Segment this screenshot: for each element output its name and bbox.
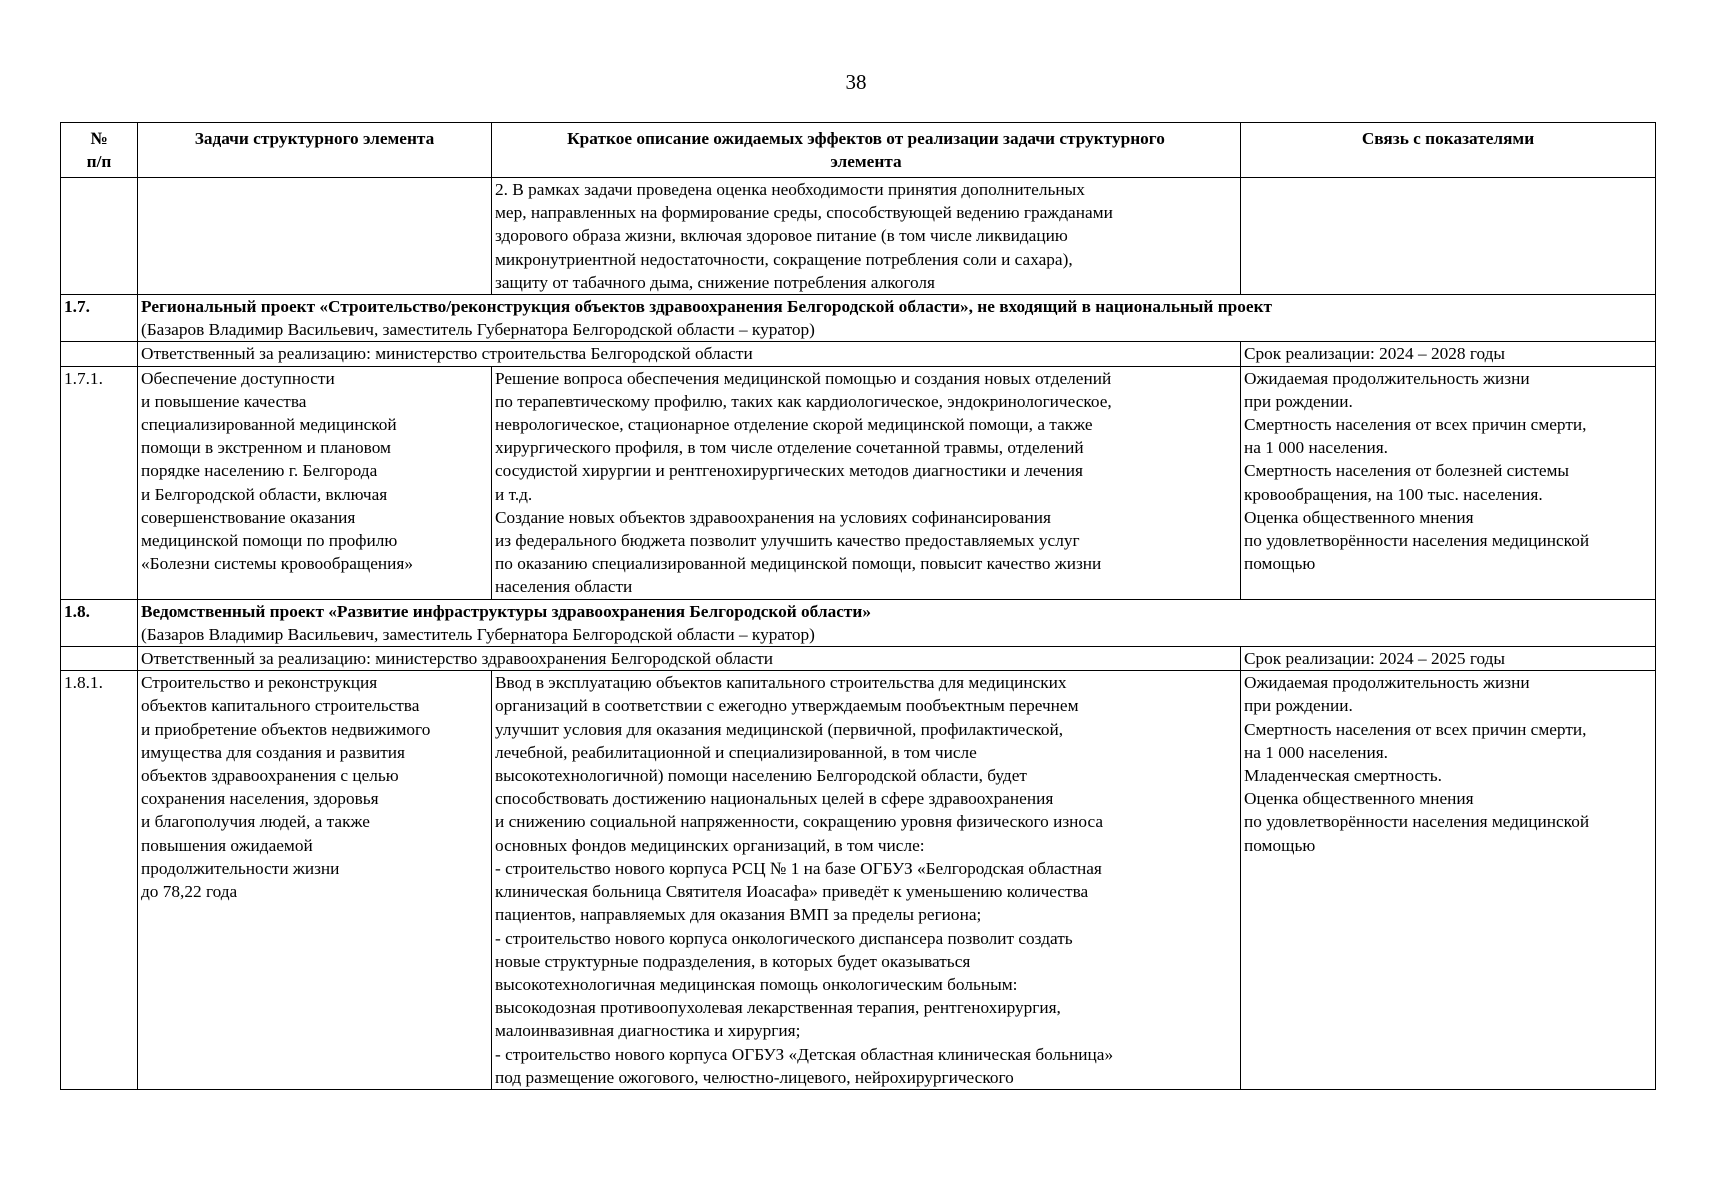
section-curator: (Базаров Владимир Васильевич, заместитель Губернатора Белгородской области – куратор) [141,624,815,644]
indicator-table [60,122,1656,1090]
cell-num [61,178,138,295]
table-header-row [61,123,1656,178]
header-num: № п/п [61,123,138,178]
table-row [61,671,1656,1090]
header-tasks: Задачи структурного элемента [138,123,492,178]
item-link: Ожидаемая продолжительность жизни при рождении. Смертность населения от всех причин смерти, на 1 000 населения. Смертность населения от болезней системы кровообращения, на 100 тыс. населения. Оценка общественного мнения по удовлетворённости населения медицинской помощью [1241,366,1656,599]
cell-task [138,178,492,295]
cell-effect [492,178,1241,295]
item-task: Строительство и реконструкция объектов капитального строительства и приобретение объектов недвижимого имущества для создания и развития объектов здравоохранения с целью сохранения населения, здоровья и благополучия людей, а также повышения ожидаемой продолжительности жизни до 78,22 года [138,671,492,1090]
section-num: 1.8. [61,599,138,646]
item-task: Обеспечение доступности и повышение качества специализированной медицинской помощи в экстренном и плановом порядке населению г. Белгорода и Белгородской области, включая совершенствование оказания медицинской помощи по профилю «Болезни системы кровообращения» [138,366,492,599]
text-line: защиту от табачного дыма, снижение потребления алкоголя [495,272,935,292]
section-responsible-row [61,342,1656,366]
section-title-cell [138,599,1656,646]
section-period: Срок реализации: 2024 – 2028 годы [1241,342,1656,366]
header-effects: Краткое описание ожидаемых эффектов от реализации задачи структурного элемента [492,123,1241,178]
section-title: Региональный проект «Строительство/реконструкция объектов здравоохранения Белгородской области», не входящий в национальный проект [141,297,1273,317]
item-num: 1.7.1. [61,366,138,599]
section-num: 1.7. [61,295,138,342]
text-line: 2. В рамках задачи проведена оценка необходимости принятия дополнительных [495,180,1085,199]
item-effect: Решение вопроса обеспечения медицинской помощью и создания новых отделений по терапевтическому профилю, таких как кардиологическое, эндокринологическое, неврологическое, стационарное отделение скорой медицинской помощи, а также хирургического профиля, в том числе отделение сочетанной травмы, отделений сосудистой хирургии и рентгенохирургических методов диагностики и лечения и т.д. Создание новых объектов здравоохранения на условиях софинансирования из федерального бюджета позволит улучшить качество предоставляемых услуг по оказанию специализированной медицинской помощи, повысит качество жизни населения области [492,366,1241,599]
page-number: 38 [845,70,867,94]
section-title-row [61,599,1656,646]
table-row-continuation [61,178,1656,295]
section-title-row [61,295,1656,342]
section-title: Ведомственный проект «Развитие инфраструктуры здравоохранения Белгородской области» [141,601,871,621]
section-responsible: Ответственный за реализацию: министерство строительства Белгородской области [138,342,1241,366]
section-responsible-row [61,647,1656,671]
item-num: 1.8.1. [61,671,138,1090]
section-title-cell [138,295,1656,342]
item-effect: Ввод в эксплуатацию объектов капитального строительства для медицинских организаций в соответствии с ежегодно утверждаемым пообъектным перечнем улучшит условия для оказания медицинской (первичной, профилактической, лечебной, реабилитационной и специализированной, в том числе высокотехнологичной) помощи населению Белгородской области, будет способствовать достижению национальных целей в сфере здравоохранения и снижению социальной напряженности, сокращению уровня физического износа основных фондов медицинских организаций, в том числе: - строительство нового корпуса РСЦ № 1 на базе ОГБУЗ «Белгородская областная клиническая больница Святителя Иоасафа» приведёт к уменьшению количества пациентов, направляемых для оказания ВМП за пределы региона; - строительство нового корпуса онкологического диспансера позволит создать новые структурные подразделения, в которых будет оказываться высокотехнологичная медицинская помощь онкологическим больным: высокодозная противоопухолевая лекарственная терапия, рентгенохирургия, малоинвазивная диагностика и хирургия; - строительство нового корпуса ОГБУЗ «Детская областная клиническая больница» под размещение ожогового, челюстно-лицевого, нейрохирургического [492,671,1241,1090]
header-link: Связь с показателями [1241,123,1656,178]
table-row [61,366,1656,599]
item-link: Ожидаемая продолжительность жизни при рождении. Смертность населения от всех причин смерти, на 1 000 населения. Младенческая смертность. Оценка общественного мнения по удовлетворённости населения медицинской помощью [1241,671,1656,1090]
text-line: мер, направленных на формирование среды, способствующей ведению гражданами [495,203,1113,223]
text-line: здорового образа жизни, включая здоровое питание (в том числе ликвидацию [495,226,1068,246]
section-curator: (Базаров Владимир Васильевич, заместитель Губернатора Белгородской области – куратор) [141,320,815,340]
text-line: микронутриентной недостаточности, сокращение потребления соли и сахара), [495,249,1073,269]
section-responsible: Ответственный за реализацию: министерство здравоохранения Белгородской области [138,647,1241,671]
cell-link [1241,178,1656,295]
section-period: Срок реализации: 2024 – 2025 годы [1241,647,1656,671]
